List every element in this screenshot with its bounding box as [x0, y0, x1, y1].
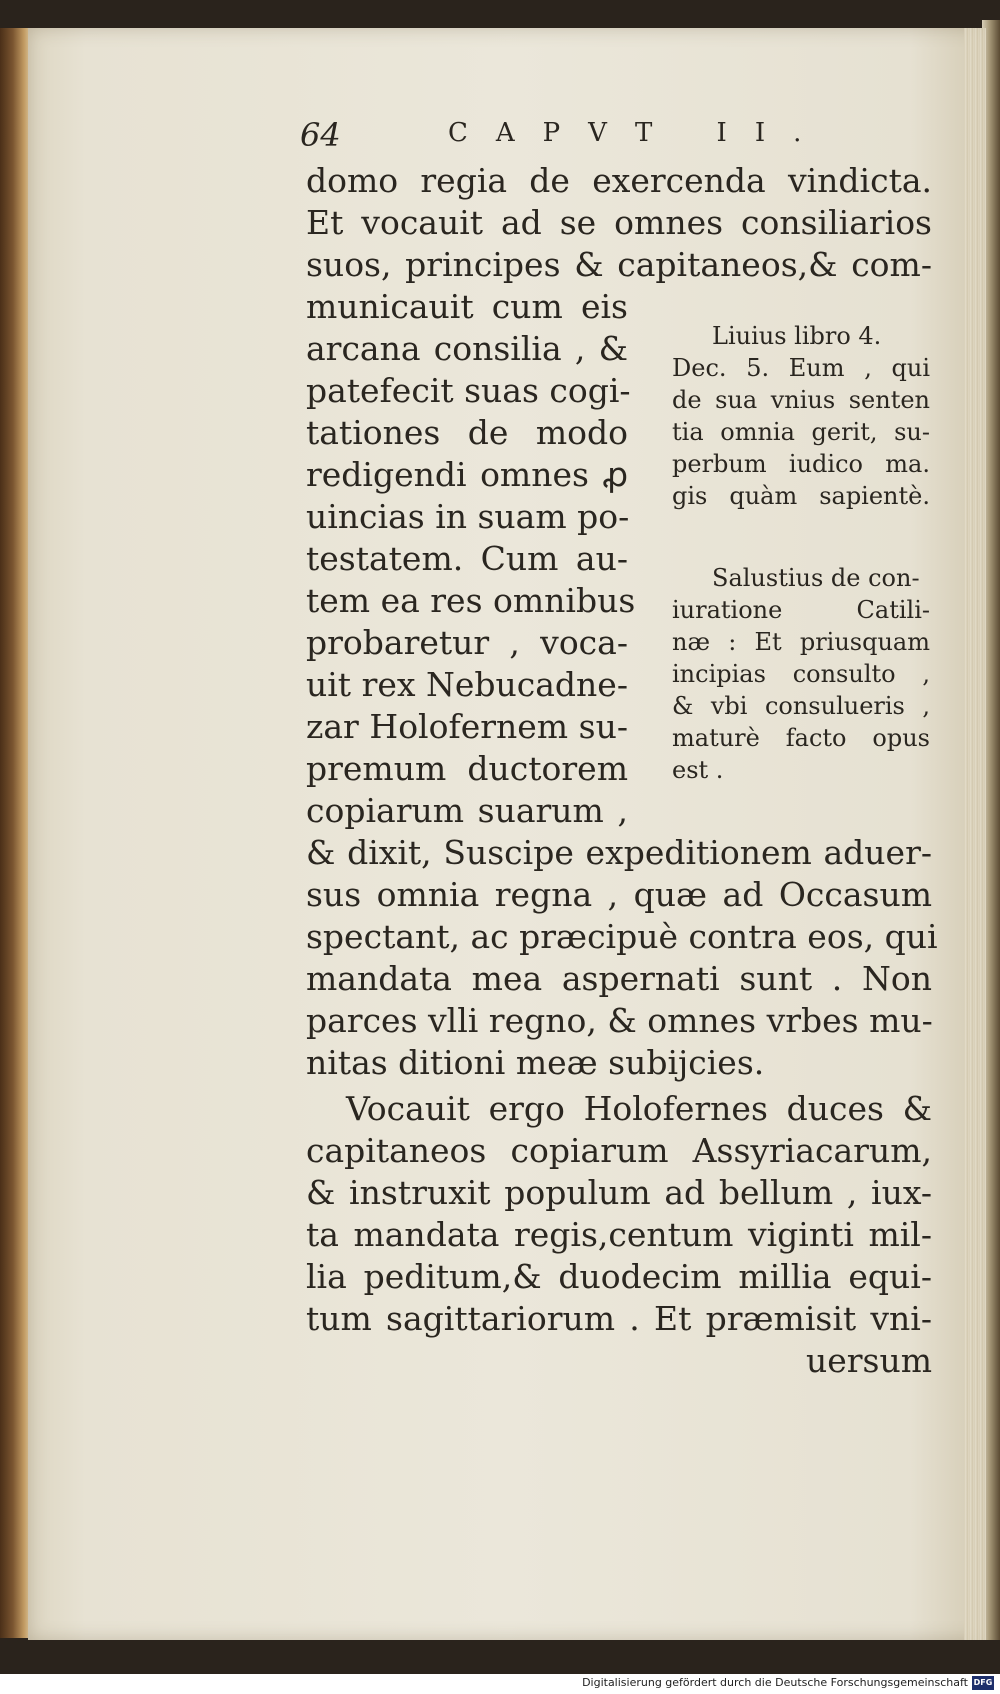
text-line: domo regia de exercenda vindicta.: [306, 161, 932, 200]
text-line: zar Holofernem su-: [306, 707, 628, 746]
text-line: & dixit, Suscipe expeditionem aduer-: [306, 833, 932, 872]
text-line: tem ea res omnibus: [306, 581, 636, 620]
text-line: Et vocauit ad se omnes consiliarios: [306, 203, 932, 242]
page-edges: [964, 28, 986, 1640]
marginal-note-line: & vbi consulueris ,: [672, 692, 930, 720]
marginal-note-line: perbum iudico ma.: [672, 450, 930, 478]
text-line: parces vlli regno, & omnes vrbes mu-: [306, 1001, 933, 1040]
text-line: testatem. Cum au-: [306, 539, 628, 578]
text-line: tationes de modo: [306, 413, 628, 452]
text-line: suos, principes & capitaneos,& com-: [306, 245, 932, 284]
text-line: uit rex Nebucadne-: [306, 665, 628, 704]
marginal-note-line: Salustius de con-: [712, 564, 920, 592]
text-line: uincias in suam po-: [306, 497, 630, 536]
text-line: mandata mea aspernati sunt . Non: [306, 959, 932, 998]
text-line: sus omnia regna , quæ ad Occasum: [306, 875, 932, 914]
marginal-note-line: est .: [672, 756, 724, 784]
chapter-title: CAPVT II.: [448, 118, 830, 148]
text-line: Vocauit ergo Holofernes duces &: [346, 1089, 932, 1128]
marginal-note-line: gis quàm sapientè.: [672, 482, 930, 510]
running-header: [300, 116, 930, 164]
marginal-note-line: Dec. 5. Eum , qui: [672, 354, 930, 382]
text-line: spectant, ac præcipuè contra eos, qui: [306, 917, 938, 956]
marginal-note-line: maturè facto opus: [672, 724, 930, 752]
catchword: uersum: [805, 1341, 932, 1380]
text-line: probaretur , voca-: [306, 623, 628, 662]
marginal-note-line: næ : Et priusquam: [672, 628, 930, 656]
text-line: premum ductorem: [306, 749, 628, 788]
text-line: lia peditum,& duodecim millia equi-: [306, 1257, 932, 1296]
text-line: & instruxit populum ad bellum , iux-: [306, 1173, 932, 1212]
text-line: capitaneos copiarum Assyriacarum,: [306, 1131, 932, 1170]
marginal-note-line: iuratione Catili-: [672, 596, 930, 624]
dfg-logo: DFG: [972, 1676, 994, 1690]
text-line: arcana consilia , &: [306, 329, 628, 368]
marginal-note-line: de sua vnius senten: [672, 386, 930, 414]
text-line: tum sagittariorum . Et præmisit vni-: [306, 1299, 932, 1338]
text-line: municauit cum eis: [306, 287, 628, 326]
text-line: copiarum suarum ,: [306, 791, 628, 830]
digitization-credit: Digitalisierung gefördert durch die Deutsche Forschungsgemeinschaft: [582, 1676, 968, 1689]
marginal-note-line: tia omnia gerit, su-: [672, 418, 930, 446]
marginal-note-line: incipias consulto ,: [672, 660, 930, 688]
text-line: patefecit suas cogi-: [306, 371, 631, 410]
text-line: redigendi omnes ꝓ: [306, 455, 628, 494]
text-line: nitas ditioni meæ subijcies.: [306, 1043, 765, 1082]
page-number: 64: [300, 116, 341, 154]
text-line: ta mandata regis,centum viginti mil-: [306, 1215, 932, 1254]
marginal-note-line: Liuius libro 4.: [712, 322, 882, 350]
